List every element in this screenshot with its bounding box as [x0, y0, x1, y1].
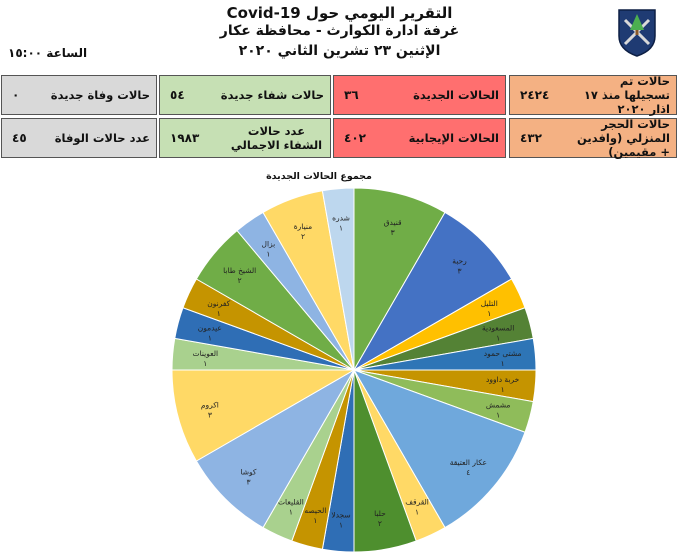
- new-cases-value: ٣٦: [344, 88, 359, 102]
- slice-value-label: ٢: [300, 231, 305, 241]
- slice-label: مشمش: [485, 400, 511, 410]
- slice-value-label: ١: [216, 308, 221, 318]
- home-quarantine-value: ٤٣٢: [520, 131, 542, 145]
- slice-label: العوينات: [192, 348, 219, 358]
- slice-value-label: ٤: [466, 467, 471, 477]
- slice-label: منيارة: [293, 221, 313, 231]
- slice-value-label: ١: [338, 520, 344, 530]
- slice-value-label: ٢: [237, 276, 242, 286]
- slice-label: القرقف: [405, 497, 429, 507]
- slice-value-label: ٣: [457, 266, 462, 276]
- positive-cases-label: الحالات الإيجابية: [408, 131, 499, 145]
- slice-label: رحبة: [452, 256, 467, 266]
- home-quarantine-label: حالات الحجر المنزلي (وافدين + مقيمين): [577, 117, 670, 159]
- slice-value-label: ١: [500, 385, 505, 395]
- slice-label: بزال: [261, 239, 276, 249]
- slice-value-label: ١: [415, 507, 420, 517]
- report-date: الإثنين ٢٣ تشرين الثاني ٢٠٢٠: [238, 43, 441, 59]
- total-recoveries-label: عدد حالات الشفاء الاجمالي: [230, 124, 323, 152]
- slice-value-label: ١: [500, 358, 505, 368]
- slice-value-label: ٣: [390, 227, 395, 237]
- slice-label: التليل: [480, 298, 498, 308]
- new-deaths-label: حالات وفاة جديدة: [50, 88, 150, 102]
- slice-value-label: ٣: [246, 477, 251, 487]
- deaths-label: عدد حالات الوفاة: [54, 131, 150, 145]
- slice-label: كوشا: [240, 467, 257, 477]
- slice-label: سجدلا: [331, 510, 351, 520]
- slice-label: عكار العتيقة: [449, 457, 487, 467]
- registered-cases-value: ٢٤٢٤: [520, 88, 550, 102]
- slice-label: اكروم: [200, 400, 219, 410]
- slice-value-label: ١: [313, 516, 318, 526]
- slice-value-label: ٢: [377, 518, 382, 528]
- slice-value-label: ٣: [207, 410, 212, 420]
- slice-label: عيدمون: [197, 323, 222, 333]
- new-recoveries-label: حالات شفاء جديدة: [220, 88, 324, 102]
- chart-title: مجموع الحالات الجديدة: [266, 171, 372, 182]
- slice-label: الشيخ طابا: [223, 266, 257, 276]
- slice-label: الحيصه: [304, 506, 327, 516]
- report-time: الساعة ١٥:٠٠: [8, 46, 88, 60]
- new-deaths-value: ٠: [12, 88, 20, 102]
- slice-label: خربة داوود: [486, 375, 520, 385]
- slice-value-label: ١: [203, 358, 208, 368]
- deaths-value: ٤٥: [12, 131, 27, 145]
- slice-label: قنيدق: [383, 217, 402, 227]
- new-cases-label: الحالات الجديدة: [413, 88, 499, 102]
- slice-label: القليعات: [277, 497, 304, 507]
- positive-cases-value: ٤٠٢: [344, 131, 366, 145]
- slice-value-label: ١: [266, 249, 271, 259]
- slice-label: كفرنون: [207, 298, 231, 308]
- slice-value-label: ١: [288, 507, 293, 517]
- slice-value-label: ١: [338, 223, 344, 233]
- report-title: التقرير اليومي حول Covid-19: [226, 4, 453, 22]
- report-subtitle: غرفة ادارة الكوارث - محافظة عكار: [219, 23, 460, 39]
- slice-value-label: ١: [496, 410, 501, 420]
- slice-label: شدره: [332, 213, 350, 223]
- slice-label: مشتى حمود: [483, 348, 522, 358]
- slice-value-label: ١: [487, 308, 492, 318]
- registered-cases-label: حالات تم تسجيلها منذ ١٧ اذار ٢٠٢٠: [583, 74, 670, 116]
- slice-label: المسعودية: [481, 323, 515, 333]
- slice-value-label: ١: [207, 333, 212, 343]
- total-recoveries-value: ١٩٨٣: [170, 131, 200, 145]
- slice-label: حلبا: [374, 508, 386, 518]
- new-recoveries-value: ٥٤: [170, 88, 185, 102]
- slice-value-label: ١: [496, 333, 501, 343]
